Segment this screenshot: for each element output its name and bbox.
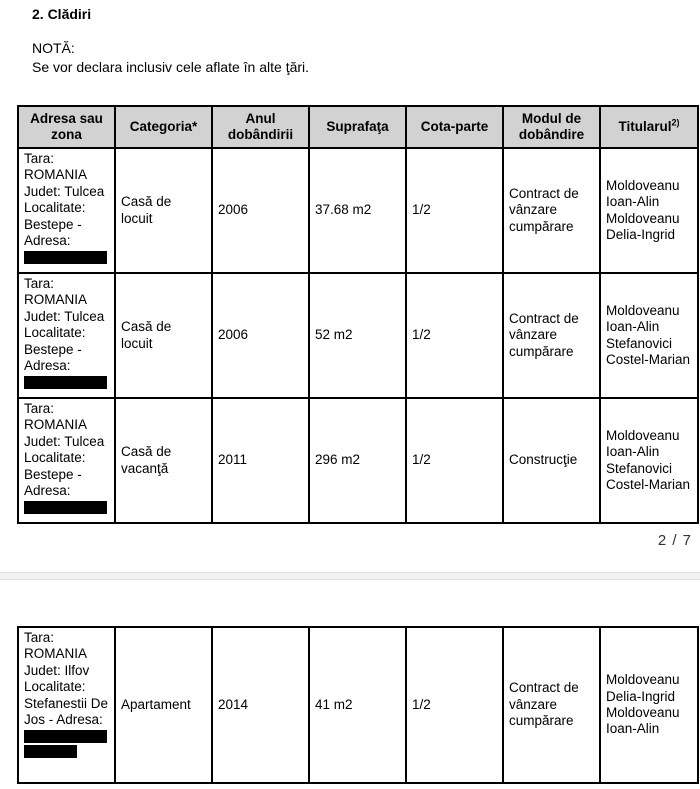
cell-mode: Construcţie [503, 398, 600, 523]
cell-mode: Contract de vânzare cumpărare [503, 148, 600, 273]
cell-owner: Moldoveanu Ioan-Alin Moldoveanu Delia-Ingrid [600, 148, 698, 273]
header-category: Categoria* [115, 106, 212, 148]
cell-address [18, 273, 115, 398]
buildings-table [17, 105, 699, 524]
cell-share: 1/2 [406, 398, 503, 523]
address-text: Tara: ROMANIA Judet: Tulcea Localitate: Bestepe - Adresa: [24, 151, 105, 249]
cell-year: 2006 [212, 148, 309, 273]
table-row [18, 627, 698, 783]
header-mode: Modul de dobândire [503, 106, 600, 148]
buildings-table-continued [17, 626, 699, 784]
header-share: Cota-parte [406, 106, 503, 148]
cell-mode: Contract de vânzare cumpărare [503, 273, 600, 398]
table-row [18, 398, 698, 523]
header-address: Adresa sau zona [18, 106, 115, 148]
section-title: 2. Clădiri [32, 6, 92, 22]
cell-address [18, 148, 115, 273]
header-owner [600, 106, 698, 148]
cell-area: 37.68 m2 [309, 148, 406, 273]
cell-year: 2014 [212, 627, 309, 783]
cell-owner: Moldoveanu Ioan-Alin Stefanovici Costel-Marian [600, 398, 698, 523]
note-label: NOTĂ: [32, 40, 75, 56]
page-separator [0, 572, 700, 580]
cell-share: 1/2 [406, 273, 503, 398]
address-text: Tara: ROMANIA Judet: Tulcea Localitate: Bestepe - Adresa: [24, 276, 105, 374]
cell-address [18, 398, 115, 523]
cell-area: 52 m2 [309, 273, 406, 398]
cell-share: 1/2 [406, 627, 503, 783]
redaction-bar [24, 376, 107, 389]
cell-address [18, 627, 115, 783]
cell-mode: Contract de vânzare cumpărare [503, 627, 600, 783]
redaction-bar [24, 251, 107, 264]
address-text: Tara: ROMANIA Judet: Tulcea Localitate: Bestepe - Adresa: [24, 401, 105, 499]
cell-area: 296 m2 [309, 398, 406, 523]
table-header-row [18, 106, 698, 148]
cell-year: 2011 [212, 398, 309, 523]
table-row [18, 273, 698, 398]
header-owner-footnote: 2) [671, 117, 680, 128]
note-text: Se vor declara inclusiv cele aflate în alte ţări. [32, 59, 310, 75]
cell-year: 2006 [212, 273, 309, 398]
header-year: Anul dobândirii [212, 106, 309, 148]
cell-category: Casă de locuit [115, 148, 212, 273]
cell-category: Apartament [115, 627, 212, 783]
redaction-bar [24, 745, 77, 758]
cell-owner: Moldoveanu Delia-Ingrid Moldoveanu Ioan-Alin [600, 627, 698, 783]
header-owner-label: Titularul [618, 118, 672, 134]
table-row [18, 148, 698, 273]
header-area: Suprafaţa [309, 106, 406, 148]
page-number: 2 / 7 [657, 532, 692, 549]
cell-area: 41 m2 [309, 627, 406, 783]
redaction-bar [24, 501, 107, 514]
cell-category: Casă de vacanţă [115, 398, 212, 523]
cell-category: Casă de locuit [115, 273, 212, 398]
address-text: Tara: ROMANIA Judet: Ilfov Localitate: Stefanestii De Jos - Adresa: [24, 630, 109, 728]
redaction-bar [24, 730, 107, 743]
cell-owner: Moldoveanu Ioan-Alin Stefanovici Costel-Marian [600, 273, 698, 398]
cell-share: 1/2 [406, 148, 503, 273]
